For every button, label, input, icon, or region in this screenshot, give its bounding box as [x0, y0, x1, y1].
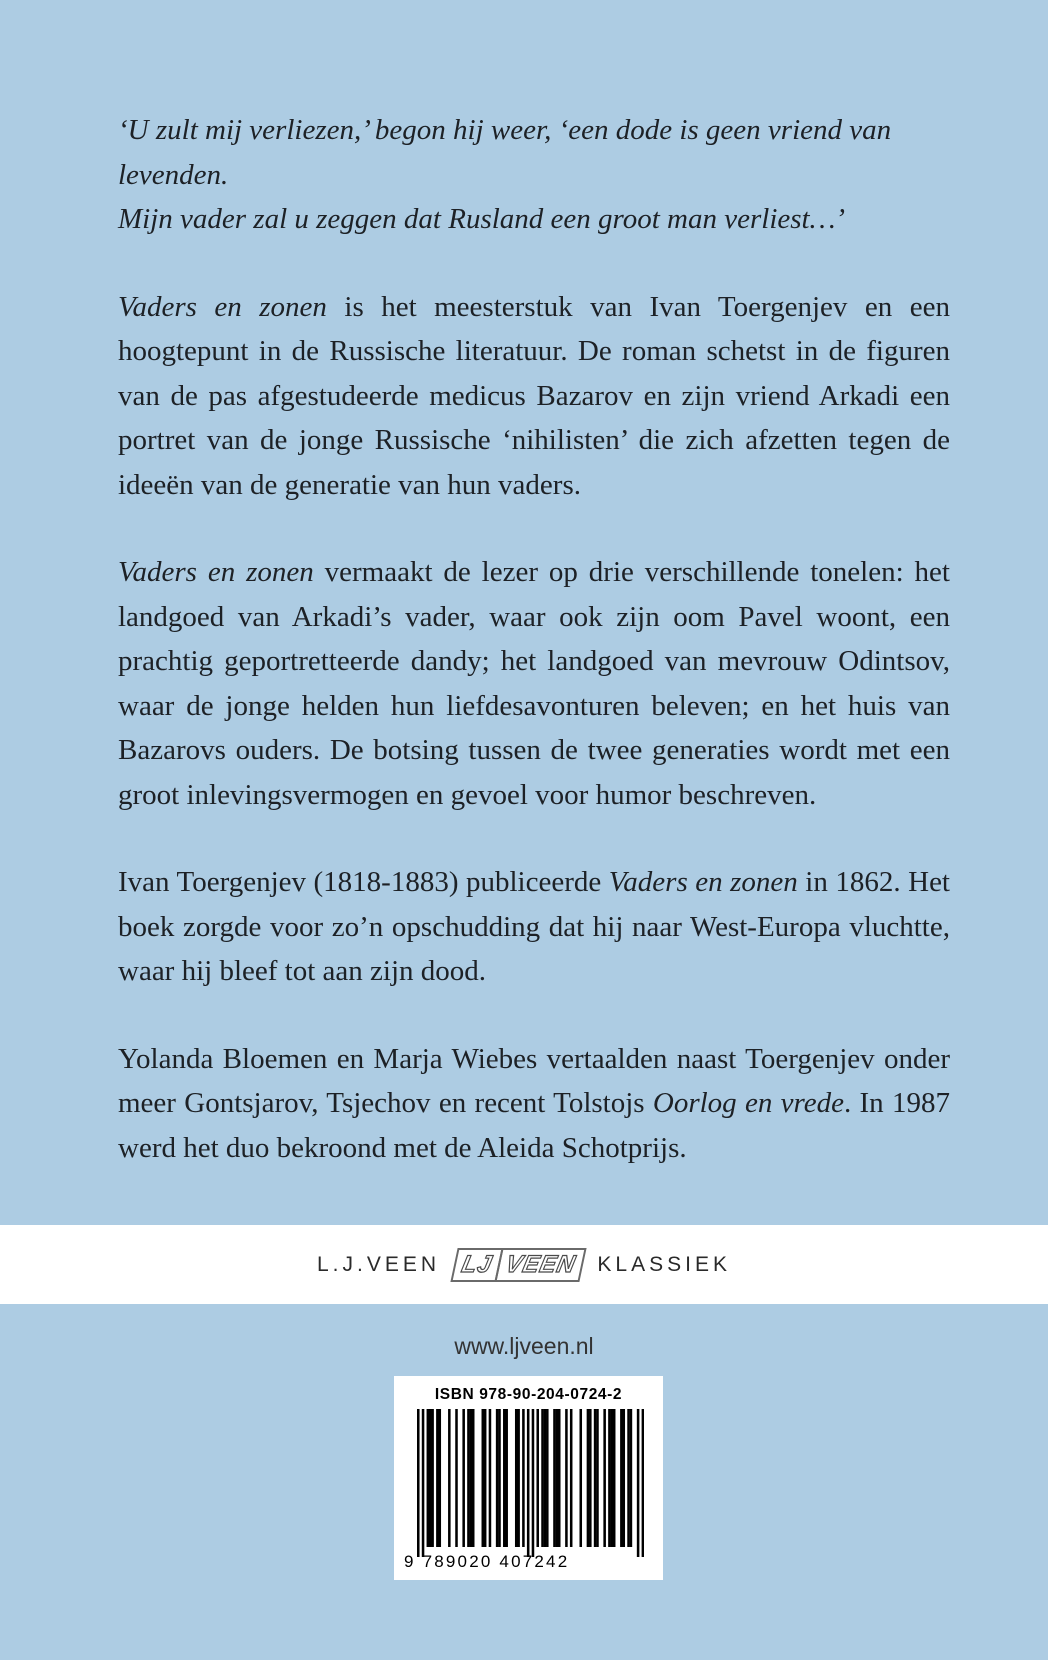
barcode-bar: [622, 1409, 625, 1547]
barcode-bar: [515, 1409, 518, 1547]
barcode-bar: [546, 1409, 549, 1547]
barcode-bar: [558, 1409, 561, 1547]
barcode-bar: [594, 1409, 597, 1547]
barcode-bar: [498, 1409, 501, 1547]
barcode-bar: [467, 1409, 470, 1547]
paragraph-summary: [118, 285, 950, 508]
barcode-bar: [470, 1409, 473, 1547]
barcode-bar: [565, 1409, 568, 1547]
opening-quote: [118, 108, 950, 242]
barcode-bar: [536, 1409, 539, 1547]
barcode-bar: [556, 1409, 559, 1547]
barcode-bar: [637, 1409, 640, 1557]
isbn-barcode: [394, 1376, 663, 1580]
barcode-bar: [439, 1409, 442, 1547]
paragraph-text: . In 1987 werd het duo bekroond met de Aleida Schotprijs.: [118, 1087, 950, 1164]
book-title-italic: Vaders en zonen: [118, 556, 314, 588]
logo-part-lj: LJ: [450, 1248, 503, 1282]
back-cover-text: [118, 108, 950, 1213]
barcode-bar: [522, 1409, 525, 1547]
barcode-bar: [587, 1409, 590, 1547]
logo-part-veen: VEEN: [494, 1248, 587, 1282]
barcode-bar: [503, 1409, 506, 1547]
barcode-bar: [448, 1409, 451, 1547]
publisher-logo: [454, 1248, 583, 1282]
barcode-bar: [553, 1409, 556, 1547]
barcode-bar: [436, 1409, 439, 1547]
barcode-bar: [505, 1409, 508, 1547]
barcode-bar: [429, 1409, 432, 1547]
barcode-bar: [627, 1409, 630, 1547]
quote-line-1: ‘U zult mij verliezen,’ begon hij weer, ‘een dode is geen vriend van levenden.: [118, 114, 892, 191]
series-name: KLASSIEK: [597, 1252, 731, 1276]
paragraph-text: Yolanda Bloemen en Marja Wiebes vertaalden naast Toergenjev onder meer Gontsjarov, Tsjechov en recent Tolstojs: [118, 1042, 950, 1119]
book-title-italic: Vaders en zonen: [118, 290, 327, 323]
barcode-bar: [570, 1409, 573, 1547]
paragraph-text: Ivan Toergenjev (1818-1883) publiceerde: [118, 866, 609, 898]
barcode-bar: [422, 1409, 425, 1557]
barcode-bar: [611, 1409, 614, 1547]
paragraph-settings: [118, 550, 950, 817]
barcode-bar: [462, 1409, 465, 1547]
ean-digits: 9 789020 407242: [404, 1552, 570, 1571]
paragraph-text: in 1862. Het boek zorgde voor zo’n opschudding dat hij naar West-Europa vluchtte, waar hij bleef tot aan zijn dood.: [118, 866, 950, 987]
barcode-bar: [596, 1409, 599, 1547]
barcode-bar: [496, 1409, 499, 1547]
barcode-bar: [417, 1409, 420, 1557]
barcode-bar: [489, 1409, 492, 1547]
barcode-bar: [431, 1409, 434, 1547]
barcode-bar: [603, 1409, 606, 1547]
publisher-name: L.J.VEEN: [317, 1252, 441, 1276]
publisher-band: [0, 1225, 1048, 1304]
paragraph-translators: [118, 1037, 950, 1171]
barcode-bar: [527, 1409, 530, 1557]
barcode-bar: [544, 1409, 547, 1547]
barcode-bar: [620, 1409, 623, 1547]
barcode-bar: [455, 1409, 458, 1547]
barcode-bar: [541, 1409, 544, 1547]
paragraph-author: [118, 860, 950, 994]
barcode-bar: [482, 1409, 485, 1547]
barcode-bar: [589, 1409, 592, 1547]
quote-line-2: Mijn vader zal u zeggen dat Rusland een groot man verliest…’: [118, 203, 846, 235]
barcode-bar: [642, 1409, 644, 1557]
barcode-bar: [517, 1409, 520, 1547]
website-url: www.ljveen.nl: [454, 1333, 594, 1359]
barcode-bar: [613, 1409, 616, 1547]
barcode-bar: [630, 1409, 633, 1547]
paragraph-text: is het meesterstuk van Ivan Toergenjev en een hoogtepunt in de Russische literatuur. De roman schetst in de figuren van de pas afgestudeerde medicus Bazarov en zijn vriend Arkadi een portret van de jonge Russische ‘nihilisten’ die zich afzetten tegen de ideeën van de generatie van hun vaders.: [118, 290, 950, 501]
barcode-bar: [608, 1409, 611, 1547]
barcode-bar: [427, 1409, 430, 1547]
paragraph-text: vermaakt de lezer op drie verschillende tonelen: het landgoed van Arkadi’s vader, waar ook zijn oom Pavel woont, een prachtig geportretteerde dandy; het landgoed van mevrouw Odintsov, waar de jonge helden hun liefdesavonturen beleven; en het huis van Bazarovs ouders. De botsing tussen de twee generaties wordt met een groot inlevingsvermogen en gevoel voor humor beschreven.: [118, 556, 950, 811]
book-title-italic: Vaders en zonen: [608, 866, 798, 898]
barcode-bar: [532, 1409, 535, 1557]
barcode-bar: [472, 1409, 475, 1547]
isbn-label: ISBN 978-90-204-0724-2: [434, 1386, 623, 1403]
barcode-bar: [579, 1409, 582, 1547]
book-title-italic: Oorlog en vrede: [652, 1087, 844, 1119]
barcode-bar: [484, 1409, 487, 1547]
barcode-bars: [417, 1409, 644, 1557]
